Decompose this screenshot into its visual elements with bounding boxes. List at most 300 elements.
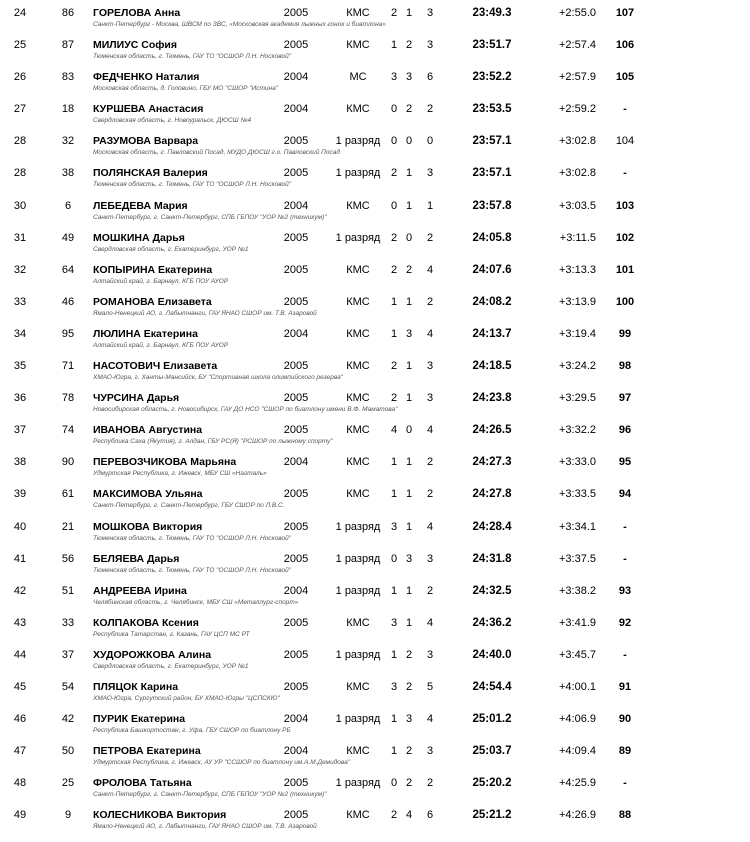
shooting-1: 1 — [390, 456, 398, 469]
team-region: Санкт-Петербург - Москва, ШВСМ по ЗВС, «Московская академия лыжных гонок и биатлона» — [93, 21, 386, 28]
sport-rank: КМС — [346, 360, 370, 373]
athlete-name: МОШКОВА Виктория — [93, 520, 203, 533]
shooting-2: 0 — [405, 231, 413, 244]
time-behind: +2:57.4 — [558, 39, 596, 52]
bib-cell: 25 — [61, 777, 75, 790]
shooting-2: 1 — [405, 584, 413, 597]
bib-cell: 64 — [61, 263, 75, 276]
table-row — [0, 417, 750, 449]
shooting-2: 2 — [405, 680, 413, 693]
athlete-name: КОПЫРИНА Екатерина — [93, 263, 213, 276]
place-cell: 26 — [13, 71, 27, 84]
shooting-2: 2 — [405, 39, 413, 52]
points: 107 — [615, 7, 635, 19]
sport-rank: КМС — [346, 7, 370, 19]
table-row — [0, 674, 750, 706]
bib-cell: 21 — [61, 520, 75, 533]
shooting-2: 1 — [405, 167, 413, 180]
shooting-1: 3 — [390, 71, 398, 84]
table-row — [0, 770, 750, 802]
athlete-name: АНДРЕЕВА Ирина — [93, 584, 187, 597]
place-cell: 44 — [13, 648, 27, 661]
shooting-2: 3 — [405, 713, 413, 726]
points: 97 — [618, 392, 632, 405]
place-cell: 30 — [13, 199, 27, 212]
sport-rank: 1 разряд — [335, 520, 381, 533]
points: - — [623, 520, 627, 533]
finish-time: 23:51.7 — [472, 39, 512, 52]
finish-time: 24:23.8 — [472, 392, 512, 405]
bib-cell: 56 — [61, 552, 75, 565]
shooting-1: 1 — [390, 39, 398, 52]
birth-year: 2005 — [283, 777, 309, 790]
time-behind: +3:38.2 — [558, 584, 596, 597]
shooting-1: 1 — [390, 745, 398, 758]
birth-year: 2005 — [283, 263, 309, 276]
athlete-name: ПОЛЯНСКАЯ Валерия — [93, 167, 208, 180]
penalty-total: 6 — [426, 71, 434, 84]
shooting-1: 1 — [390, 584, 398, 597]
penalty-total: 4 — [426, 616, 434, 629]
team-region: Республика Татарстан, г. Казань, ГАУ ЦСП МС РТ — [93, 630, 250, 638]
finish-time: 23:52.2 — [472, 71, 512, 84]
penalty-total: 3 — [426, 648, 434, 661]
shooting-2: 1 — [405, 392, 413, 405]
place-cell: 28 — [13, 135, 27, 148]
bib-cell: 61 — [61, 488, 75, 501]
table-row — [0, 802, 750, 834]
sport-rank: 1 разряд — [335, 648, 381, 661]
athlete-name: ИВАНОВА Августина — [93, 424, 203, 437]
place-cell: 49 — [13, 809, 27, 822]
time-behind: +3:32.2 — [558, 424, 596, 437]
bib-cell: 37 — [61, 648, 75, 661]
finish-time: 24:28.4 — [472, 520, 512, 533]
sport-rank: КМС — [346, 616, 370, 629]
birth-year: 2005 — [283, 424, 309, 437]
team-region: Свердловская область, г. Екатеринбург, УОР №1 — [93, 245, 249, 253]
time-behind: +3:13.9 — [558, 295, 596, 308]
points: - — [623, 777, 627, 790]
place-cell: 32 — [13, 263, 27, 276]
athlete-name: ГОРЕЛОВА Анна — [93, 7, 181, 19]
bib-cell: 6 — [64, 199, 72, 212]
penalty-total: 4 — [426, 263, 434, 276]
penalty-total: 0 — [426, 135, 434, 148]
finish-time: 23:53.5 — [472, 103, 512, 116]
time-behind: +3:24.2 — [558, 360, 596, 373]
place-cell: 31 — [13, 231, 27, 244]
table-row — [0, 578, 750, 610]
team-region: Тюменская область, г. Тюмень, ГАУ ТО "ОСШОР Л.Н. Носковой" — [93, 566, 292, 574]
birth-year: 2004 — [283, 713, 309, 726]
place-cell: 37 — [13, 424, 27, 437]
bib-cell: 90 — [61, 456, 75, 469]
time-behind: +4:06.9 — [558, 713, 596, 726]
points: 105 — [615, 71, 635, 84]
points: - — [623, 167, 627, 180]
place-cell: 47 — [13, 745, 27, 758]
penalty-total: 2 — [426, 777, 434, 790]
points: 106 — [615, 39, 635, 52]
finish-time: 23:57.1 — [472, 135, 512, 148]
birth-year: 2005 — [283, 648, 309, 661]
team-region: Санкт-Петербург, г. Санкт-Петербург, СПБ ГБПОУ "УОР №2 (техникум)" — [93, 213, 327, 221]
shooting-2: 1 — [405, 295, 413, 308]
penalty-total: 2 — [426, 584, 434, 597]
sport-rank: КМС — [346, 103, 370, 116]
shooting-1: 3 — [390, 616, 398, 629]
birth-year: 2005 — [283, 488, 309, 501]
table-row — [0, 289, 750, 321]
shooting-2: 4 — [405, 809, 413, 822]
athlete-name: МИЛИУС София — [93, 39, 178, 52]
team-region: Санкт-Петербург, г. Санкт-Петербург, ГБУ СШОР по Л.В.С. — [93, 502, 285, 510]
athlete-name: ПЕРЕВОЗЧИКОВА Марьяна — [93, 456, 237, 469]
table-row — [0, 321, 750, 353]
birth-year: 2005 — [283, 809, 309, 822]
table-row — [0, 642, 750, 674]
time-behind: +3:03.5 — [558, 199, 596, 212]
time-behind: +3:33.5 — [558, 488, 596, 501]
shooting-2: 1 — [405, 7, 413, 19]
penalty-total: 2 — [426, 231, 434, 244]
athlete-name: ЧУРСИНА Дарья — [93, 392, 180, 405]
shooting-2: 2 — [405, 648, 413, 661]
penalty-total: 3 — [426, 7, 434, 19]
birth-year: 2005 — [283, 392, 309, 405]
finish-time: 24:18.5 — [472, 360, 512, 373]
shooting-2: 3 — [405, 552, 413, 565]
bib-cell: 87 — [61, 39, 75, 52]
birth-year: 2005 — [283, 231, 309, 244]
sport-rank: КМС — [346, 745, 370, 758]
athlete-name: ЛЕБЕДЕВА Мария — [93, 199, 188, 212]
penalty-total: 6 — [426, 809, 434, 822]
table-row — [0, 706, 750, 738]
bib-cell: 46 — [61, 295, 75, 308]
shooting-2: 1 — [405, 199, 413, 212]
penalty-total: 4 — [426, 424, 434, 437]
place-cell: 46 — [13, 713, 27, 726]
team-region: Алтайский край, г. Барнаул, КГБ ПОУ АУОР — [93, 277, 229, 285]
birth-year: 2004 — [283, 71, 309, 84]
time-behind: +4:00.1 — [558, 680, 596, 693]
place-cell: 24 — [13, 7, 27, 19]
table-row — [0, 193, 750, 225]
points: 90 — [618, 713, 632, 726]
athlete-name: РОМАНОВА Елизавета — [93, 295, 212, 308]
table-row — [0, 32, 750, 64]
shooting-2: 2 — [405, 263, 413, 276]
birth-year: 2005 — [283, 39, 309, 52]
team-region: Тюменская область, г. Тюмень, ГАУ ТО "ОСШОР Л.Н. Носковой" — [93, 181, 292, 189]
place-cell: 41 — [13, 552, 27, 565]
shooting-2: 3 — [405, 327, 413, 340]
bib-cell: 78 — [61, 392, 75, 405]
bib-cell: 86 — [61, 7, 75, 19]
table-row — [0, 449, 750, 481]
team-region: Удмуртская Республика, г. Ижевск, МБУ СШ «Нагталь» — [93, 470, 267, 478]
birth-year: 2005 — [283, 295, 309, 308]
shooting-1: 0 — [390, 777, 398, 790]
finish-time: 25:01.2 — [472, 713, 512, 726]
shooting-1: 0 — [390, 103, 398, 116]
finish-time: 24:07.6 — [472, 263, 512, 276]
sport-rank: КМС — [346, 680, 370, 693]
time-behind: +3:13.3 — [558, 263, 596, 276]
sport-rank: КМС — [346, 199, 370, 212]
table-row — [0, 546, 750, 578]
shooting-2: 0 — [405, 424, 413, 437]
finish-time: 25:20.2 — [472, 777, 512, 790]
penalty-total: 4 — [426, 713, 434, 726]
athlete-name: ФЕДЧЕНКО Наталия — [93, 71, 200, 84]
shooting-1: 1 — [390, 295, 398, 308]
penalty-total: 3 — [426, 745, 434, 758]
time-behind: +2:59.2 — [558, 103, 596, 116]
team-region: Тюменская область, г. Тюмень, ГАУ ТО "ОСШОР Л.Н. Носковой" — [93, 53, 292, 61]
finish-time: 24:26.5 — [472, 424, 512, 437]
team-region: Челябинская область, г. Челябинск, МБУ СШ «Металлург-спорт» — [93, 598, 299, 606]
place-cell: 43 — [13, 616, 27, 629]
team-region: ХМАО-Югра, г. Ханты-Мансийск, БУ "Спортивная школа олимпийского резерва" — [93, 374, 343, 382]
table-row — [0, 96, 750, 128]
points: 95 — [618, 456, 632, 469]
finish-time: 24:08.2 — [472, 295, 512, 308]
table-row — [0, 257, 750, 289]
bib-cell: 95 — [61, 327, 75, 340]
shooting-1: 0 — [390, 199, 398, 212]
penalty-total: 4 — [426, 520, 434, 533]
time-behind: +4:26.9 — [558, 809, 596, 822]
finish-time: 25:21.2 — [472, 809, 512, 822]
bib-cell: 51 — [61, 584, 75, 597]
athlete-name: ЛЮЛИНА Екатерина — [93, 327, 198, 340]
sport-rank: КМС — [346, 809, 370, 822]
birth-year: 2004 — [283, 456, 309, 469]
bib-cell: 71 — [61, 360, 75, 373]
sport-rank: КМС — [346, 488, 370, 501]
points: 88 — [618, 809, 632, 822]
shooting-1: 4 — [390, 424, 398, 437]
shooting-1: 2 — [390, 360, 398, 373]
time-behind: +3:37.5 — [558, 552, 596, 565]
place-cell: 42 — [13, 584, 27, 597]
sport-rank: 1 разряд — [335, 777, 381, 790]
team-region: Свердловская область, г. Новоуральск, ДЮСШ №4 — [93, 117, 252, 125]
birth-year: 2004 — [283, 327, 309, 340]
penalty-total: 2 — [426, 456, 434, 469]
sport-rank: КМС — [346, 327, 370, 340]
sport-rank: 1 разряд — [335, 584, 381, 597]
finish-time: 24:36.2 — [472, 616, 512, 629]
team-region: ХМАО-Югра, Сургутский район, БУ ХМАО-Югры "ЦСПСКЮ" — [93, 694, 280, 702]
finish-time: 24:05.8 — [472, 231, 512, 244]
place-cell: 36 — [13, 392, 27, 405]
shooting-2: 1 — [405, 520, 413, 533]
sport-rank: КМС — [346, 295, 370, 308]
birth-year: 2005 — [283, 616, 309, 629]
table-row — [0, 128, 750, 160]
bib-cell: 50 — [61, 745, 75, 758]
time-behind: +3:19.4 — [558, 327, 596, 340]
finish-time: 23:57.1 — [472, 167, 512, 180]
shooting-1: 3 — [390, 680, 398, 693]
athlete-name: КОЛПАКОВА Ксения — [93, 616, 199, 629]
shooting-1: 1 — [390, 713, 398, 726]
athlete-name: ФРОЛОВА Татьяна — [93, 777, 192, 790]
points: 100 — [615, 295, 635, 308]
penalty-total: 3 — [426, 167, 434, 180]
athlete-name: НАСОТОВИЧ Елизавета — [93, 360, 218, 373]
table-row — [0, 225, 750, 257]
sport-rank: МС — [349, 71, 367, 84]
place-cell: 25 — [13, 39, 27, 52]
points: 91 — [618, 680, 632, 693]
athlete-name: ХУДОРОЖКОВА Алина — [93, 648, 212, 661]
shooting-1: 0 — [390, 135, 398, 148]
penalty-total: 2 — [426, 488, 434, 501]
place-cell: 38 — [13, 456, 27, 469]
table-row — [0, 738, 750, 770]
athlete-name: КОЛЕСНИКОВА Виктория — [93, 809, 227, 822]
birth-year: 2005 — [283, 552, 309, 565]
points: 94 — [618, 488, 632, 501]
time-behind: +3:41.9 — [558, 616, 596, 629]
time-behind: +3:34.1 — [558, 520, 596, 533]
time-behind: +4:09.4 — [558, 745, 596, 758]
time-behind: +3:11.5 — [559, 231, 596, 244]
table-row — [0, 0, 750, 32]
birth-year: 2005 — [283, 360, 309, 373]
athlete-name: РАЗУМОВА Варвара — [93, 135, 199, 148]
athlete-name: МОШКИНА Дарья — [93, 231, 185, 244]
time-behind: +3:02.8 — [558, 135, 596, 148]
time-behind: +3:29.5 — [558, 392, 596, 405]
time-behind: +3:33.0 — [558, 456, 596, 469]
birth-year: 2005 — [283, 167, 309, 180]
team-region: Республика Саха (Якутия), г. Алдан, ГБУ РС(Я) "РСШОР по лыжному спорту" — [93, 438, 333, 446]
shooting-1: 1 — [390, 648, 398, 661]
athlete-name: КУРШЕВА Анастасия — [93, 103, 204, 116]
finish-time: 24:27.3 — [472, 456, 512, 469]
athlete-name: ПУРИК Екатерина — [93, 713, 186, 726]
shooting-2: 1 — [405, 488, 413, 501]
table-row — [0, 481, 750, 513]
team-region: Московская область, д. Головино, ГБУ МО "СШОР "Истина" — [93, 85, 279, 93]
points: 104 — [615, 135, 635, 148]
sport-rank: 1 разряд — [335, 135, 381, 148]
athlete-name: МАКСИМОВА Ульяна — [93, 488, 203, 501]
athlete-name: ПЕТРОВА Екатерина — [93, 745, 201, 758]
sport-rank: 1 разряд — [335, 231, 381, 244]
finish-time: 24:27.8 — [472, 488, 512, 501]
birth-year: 2005 — [283, 7, 309, 19]
table-row — [0, 64, 750, 96]
time-behind: +3:02.8 — [558, 167, 596, 180]
sport-rank: 1 разряд — [335, 552, 381, 565]
finish-time: 25:03.7 — [472, 745, 512, 758]
finish-time: 24:32.5 — [472, 584, 512, 597]
bib-cell: 18 — [61, 103, 75, 116]
bib-cell: 49 — [61, 231, 75, 244]
shooting-2: 3 — [405, 71, 413, 84]
sport-rank: КМС — [346, 456, 370, 469]
bib-cell: 32 — [61, 135, 75, 148]
team-region: Новосибирская область, г. Новосибирск, ГАУ ДО НСО "СШОР по биатлону имени В.Ф. Маматова" — [93, 406, 398, 414]
finish-time: 24:31.8 — [472, 552, 512, 565]
points: 99 — [618, 327, 632, 340]
shooting-1: 2 — [390, 167, 398, 180]
team-region: Свердловская область, г. Екатеринбург, УОР №1 — [93, 662, 249, 670]
table-row — [0, 353, 750, 385]
points: - — [623, 552, 627, 565]
birth-year: 2004 — [283, 745, 309, 758]
shooting-2: 1 — [405, 360, 413, 373]
team-region: Тюменская область, г. Тюмень, ГАУ ТО "ОСШОР Л.Н. Носковой" — [93, 534, 292, 542]
points: - — [623, 103, 627, 116]
table-row — [0, 610, 750, 642]
place-cell: 34 — [13, 327, 27, 340]
table-row — [0, 160, 750, 192]
team-region: Московская область, г. Павловский Посад, МУДО ДЮСШ г.о. Павловский Посад — [93, 149, 340, 157]
sport-rank: КМС — [346, 424, 370, 437]
shooting-2: 0 — [405, 135, 413, 148]
sport-rank: 1 разряд — [335, 167, 381, 180]
penalty-total: 3 — [426, 360, 434, 373]
shooting-2: 2 — [405, 777, 413, 790]
shooting-1: 3 — [390, 520, 398, 533]
shooting-2: 2 — [405, 745, 413, 758]
shooting-1: 0 — [390, 552, 398, 565]
team-region: Республика Башкортостан, г. Уфа, ГБУ СШОР по биатлону РБ — [93, 727, 291, 735]
place-cell: 40 — [13, 520, 27, 533]
sport-rank: КМС — [346, 263, 370, 276]
points: - — [623, 648, 627, 661]
birth-year: 2005 — [283, 135, 309, 148]
birth-year: 2004 — [283, 584, 309, 597]
birth-year: 2004 — [283, 103, 309, 116]
bib-cell: 38 — [61, 167, 75, 180]
shooting-2: 2 — [405, 103, 413, 116]
penalty-total: 3 — [426, 39, 434, 52]
bib-cell: 54 — [61, 680, 75, 693]
table-row — [0, 514, 750, 546]
finish-time: 23:49.3 — [472, 7, 512, 19]
place-cell: 27 — [13, 103, 27, 116]
birth-year: 2005 — [283, 520, 309, 533]
place-cell: 35 — [13, 360, 27, 373]
shooting-2: 1 — [405, 616, 413, 629]
points: 98 — [618, 360, 632, 373]
finish-time: 23:57.8 — [472, 199, 512, 212]
sport-rank: 1 разряд — [335, 713, 381, 726]
shooting-1: 2 — [390, 231, 398, 244]
shooting-1: 2 — [390, 809, 398, 822]
place-cell: 28 — [13, 167, 27, 180]
birth-year: 2004 — [283, 199, 309, 212]
penalty-total: 3 — [426, 552, 434, 565]
sport-rank: КМС — [346, 39, 370, 52]
penalty-total: 3 — [426, 392, 434, 405]
athlete-name: БЕЛЯЕВА Дарья — [93, 552, 180, 565]
time-behind: +3:45.7 — [558, 648, 596, 661]
points: 92 — [618, 616, 632, 629]
penalty-total: 2 — [426, 103, 434, 116]
team-region: Алтайский край, г. Барнаул, КГБ ПОУ АУОР — [93, 341, 229, 349]
place-cell: 45 — [13, 680, 27, 693]
